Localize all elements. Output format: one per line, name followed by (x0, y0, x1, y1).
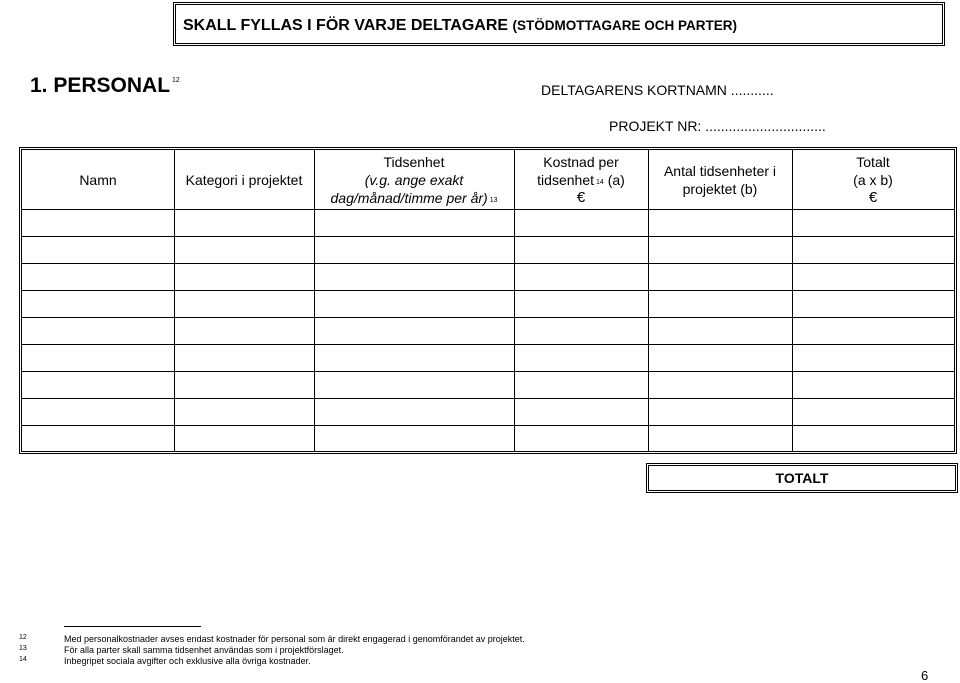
footnotes (64, 634, 525, 668)
banner-main: SKALL FYLLAS I FÖR VARJE DELTAGARE (183, 17, 509, 34)
footnote-13-text: För alla parter skall samma tidsenhet användas som i projektförslaget. (64, 645, 344, 656)
header-antal (648, 150, 792, 209)
header-namn (22, 150, 174, 209)
header-kostnad-line1: Kostnad per (543, 153, 619, 170)
header-tidsenhet-line2: (v.g. ange exakt (364, 171, 464, 188)
header-totalt (792, 150, 954, 209)
header-tidsenhet-line3: dag/månad/timme per år) (330, 189, 488, 206)
footnote-ref-12: 12 (172, 77, 180, 84)
footnote-numbers (19, 632, 27, 665)
footnote-number: 12 (19, 634, 27, 641)
header-totalt-line2: (a x b) (853, 171, 893, 188)
instruction-banner (173, 2, 945, 46)
euro-symbol: € (868, 188, 878, 206)
header-kategori-label: Kategori i projektet (185, 171, 303, 188)
banner-sub: (STÖDMOTTAGARE OCH PARTER) (512, 18, 737, 33)
header-tidsenhet-line1: Tidsenhet (383, 153, 445, 170)
euro-symbol: € (576, 188, 586, 206)
section-title-text: 1. PERSONAL (30, 74, 171, 97)
header-kostnad-a: (a) (607, 171, 625, 188)
header-totalt-line1: Totalt (856, 153, 890, 170)
footnote-ref-13: 13 (489, 196, 498, 204)
header-kategori (174, 150, 314, 209)
kortnamn-field: DELTAGARENS KORTNAMN ........... (541, 82, 774, 98)
footnote-number: 13 (19, 645, 27, 652)
footnote-ref-14: 14 (596, 178, 604, 186)
footnote-12-text: Med personalkostnader avses endast kostnader för personal som är direkt engagerad i genomförandet av projektet. (64, 634, 525, 644)
page-number: 6 (921, 668, 929, 683)
header-kostnad (514, 150, 648, 209)
total-label: TOTALT (775, 470, 829, 486)
header-tidsenhet (314, 150, 514, 209)
header-antal-line1: Antal tidsenheter i (663, 162, 777, 179)
header-namn-label: Namn (79, 171, 117, 188)
banner-text (183, 17, 737, 35)
projekt-nr-field: PROJEKT NR: ............................... (609, 118, 826, 134)
personal-table (19, 147, 957, 454)
footnote-14-text: Inbegripet sociala avgifter och exklusive alla övriga kostnader. (64, 656, 311, 667)
total-box (646, 463, 958, 493)
footnote-number: 14 (19, 656, 27, 663)
footnote-separator (64, 626, 201, 627)
section-title (30, 74, 180, 98)
header-antal-line2: projektet (b) (682, 180, 758, 197)
header-kostnad-line2: tidsenhet (537, 171, 594, 188)
